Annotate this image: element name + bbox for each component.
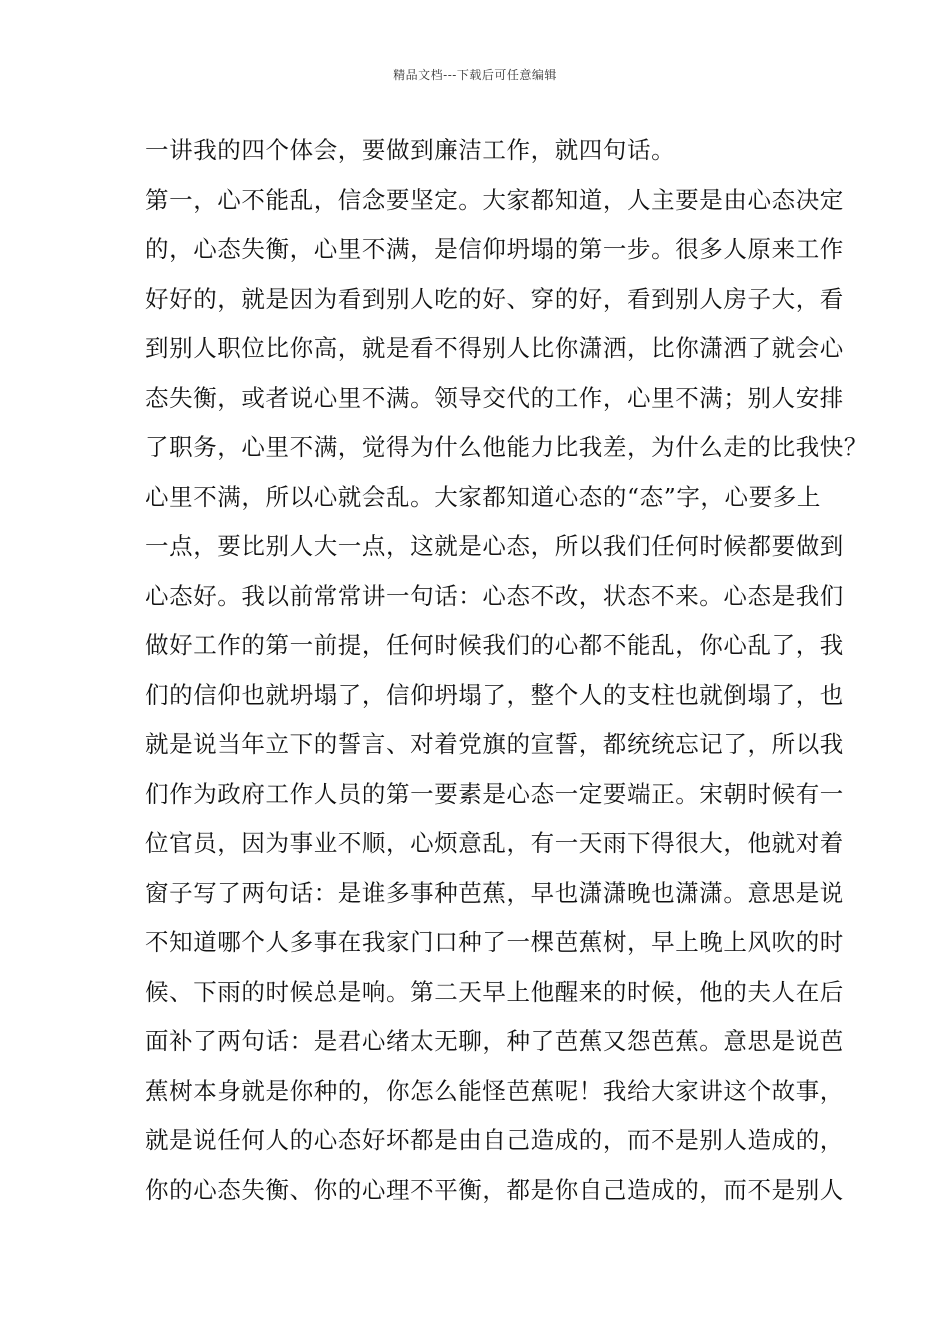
text-line: 心态好。我以前常常讲一句话：心态不改，状态不来。心态是我们 [145, 581, 844, 610]
body-text [145, 126, 868, 1215]
text-line: 位官员，因为事业不顺，心烦意乱，有一天雨下得很大，他就对着 [145, 829, 844, 857]
text-line: 做好工作的第一前提，任何时候我们的心都不能乱，你心乱了，我 [145, 631, 844, 659]
text-line: 窗子写了两句话：是谁多事种芭蕉，早也潇潇晚也潇潇。意思是说 [145, 878, 844, 907]
text-line: 心里不满，所以心就会乱。大家都知道心态的“态”字，心要多上 [145, 482, 821, 511]
text-line: 到别人职位比你高，就是看不得别人比你潇洒，比你潇洒了就会心 [145, 334, 844, 362]
text-line: 了职务，心里不满，觉得为什么他能力比我差，为什么走的比我快？ [145, 433, 868, 461]
text-line: 好好的，就是因为看到别人吃的好、穿的好，看到别人房子大，看 [145, 284, 844, 313]
text-line: 一讲我的四个体会，要做到廉洁工作，就四句话。 [145, 136, 676, 164]
text-line: 候、下雨的时候总是响。第二天早上他醒来的时候，他的夫人在后 [145, 977, 844, 1006]
text-line: 面补了两句话：是君心绪太无聊，种了芭蕉又怨芭蕉。意思是说芭 [145, 1027, 844, 1055]
page-header: 精品文档---下载后可任意编辑 [393, 68, 557, 82]
text-line: 们作为政府工作人员的第一要素是心态一定要端正。宋朝时候有一 [145, 779, 844, 808]
text-line: 一点，要比别人大一点，这就是心态，所以我们任何时候都要做到 [145, 532, 844, 560]
text-line: 蕉树本身就是你种的，你怎么能怪芭蕉呢！我给大家讲这个故事， [145, 1076, 844, 1105]
text-line: 不知道哪个人多事在我家门口种了一棵芭蕉树，早上晚上风吹的时 [145, 928, 844, 956]
text-line: 就是说任何人的心态好坏都是由自己造成的，而不是别人造成的， [145, 1126, 844, 1154]
text-line: 的，心态失衡，心里不满，是信仰坍塌的第一步。很多人原来工作 [145, 235, 844, 263]
text-line: 态失衡，或者说心里不满。领导交代的工作，心里不满；别人安排 [145, 383, 844, 412]
text-line: 第一，心不能乱，信念要坚定。大家都知道，人主要是由心态决定 [145, 185, 844, 214]
text-line: 就是说当年立下的誓言、对着党旗的宣誓，都统统忘记了，所以我 [145, 730, 844, 758]
text-line: 们的信仰也就坍塌了，信仰坍塌了，整个人的支柱也就倒塌了，也 [145, 680, 844, 709]
text-line: 你的心态失衡、你的心理不平衡，都是你自己造成的，而不是别人 [145, 1175, 844, 1204]
